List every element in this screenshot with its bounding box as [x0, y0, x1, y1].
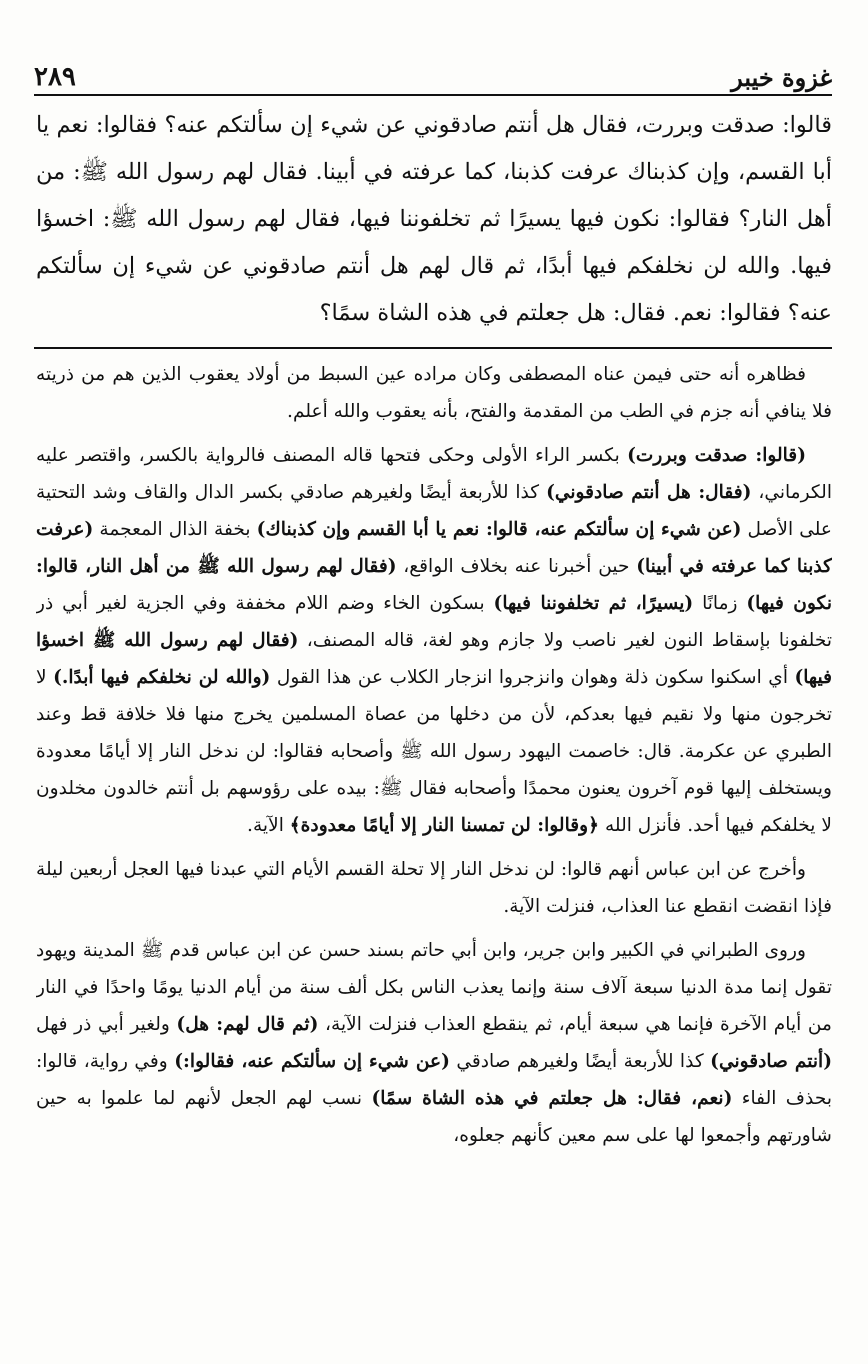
explanation-text: وفي رواية، قالوا: بحذف الفاء [36, 1051, 832, 1109]
quoted-text: (أنتم صادقوني) [710, 1051, 832, 1072]
commentary-paragraph-4 [36, 932, 832, 1154]
commentary [36, 356, 832, 1346]
quoted-text: (عن شيء إن سألتكم عنه، فقالوا:) [174, 1051, 450, 1072]
explanation-text: أي اسكنوا سكون ذلة وهوان وانزجروا انزجار الكلاب عن هذا القول [270, 667, 795, 688]
quoted-text: (عرفت كذبنا كما عرفته في أبينا) [36, 519, 832, 577]
explanation-text: لا تخرجون منها ولا نقيم فيها بعدكم، لأن من دخلها من عصاة المسلمين يخرج منها فلا خلافة قط وعند الطبري عن عكرمة. قال: خاصمت اليهود رسول الله ﷺ وأصحابه فقالوا: لن ندخل النار إلا أيامًا معدودة ويستخلف إليها قوم آخرون يعنون محمدًا وأصحابه فقال ﷺ: بيده على رؤوسهم بل أنتم خالدون مخلدون لا يخلفكم فيها أحد. فأنزل الله [36, 667, 832, 836]
header-rule [34, 94, 832, 96]
explanation-text: بكسر الراء الأولى وحكى فتحها قاله المصنف فالرواية بالكسر، واقتصر عليه الكرماني، [36, 445, 832, 503]
hadith-text [36, 102, 832, 340]
explanation-text: كذا للأربعة أيضًا ولغيرهم صادقي [449, 1051, 711, 1072]
commentary-paragraph-2 [36, 437, 832, 844]
quoted-text: (قالوا: صدقت وبررت) [627, 445, 806, 466]
quoted-text: (فقال لهم رسول الله ﷺ اخسؤا فيها) [36, 630, 832, 688]
commentary-paragraph-3: وأخرج عن ابن عباس أنهم قالوا: لن ندخل النار إلا تحلة القسم الأيام التي عبدنا فيها العجل أربعين ليلة فإذا انقضت انقطع عنا العذاب، فنزلت الآية. [36, 859, 832, 917]
quran-quote: ﴿وقالوا: لن تمسنا النار إلا أيامًا معدودة﴾ [289, 815, 600, 836]
quoted-text: (والله لن نخلفكم فيها أبدًا.) [53, 667, 271, 688]
running-header [34, 52, 832, 92]
explanation-text: بسكون الخاء وضم اللام مخففة وفي الجزية لغير أبي ذر تخلفونا بإسقاط النون لغير ناصب ولا جازم وهو لغة، قاله المصنف، [36, 593, 832, 651]
explanation-text: نسب لهم الجعل لأنهم لما علموا به حين شاورتهم وأجمعوا لها على سم معين كأنهم جعلوه، [36, 1088, 832, 1146]
explanation-text: بخفة الذال المعجمة [93, 519, 257, 540]
quoted-text: (فقال: هل أنتم صادقوني) [546, 482, 752, 503]
quoted-text: (ثم قال لهم: هل) [176, 1014, 319, 1035]
explanation-text: الآية. [247, 815, 290, 836]
hadith-paragraph: قالوا: صدقت وبررت، فقال هل أنتم صادقوني عن شيء إن سألتكم عنه؟ فقالوا: نعم يا أبا القسم، وإن كذبناك عرفت كذبنا، كما عرفته في أبينا. فقال لهم رسول الله ﷺ: من أهل النار؟ فقالوا: نكون فيها يسيرًا ثم تخلفوننا فيها، فقال لهم رسول الله ﷺ: اخسؤا فيها. والله لن نخلفكم فيها أبدًا، ثم قال لهم هل أنتم صادقوني عن شيء إن سألتكم عنه؟ فقالوا: نعم. فقال: هل جعلتم في هذه الشاة سمًا؟ [36, 112, 832, 326]
section-divider [34, 347, 832, 349]
explanation-text: وروى الطبراني في الكبير وابن جرير، وابن أبي حاتم بسند حسن عن ابن عباس قدم ﷺ المدينة ويهود تقول إنما مدة الدنيا سبعة آلاف سنة وإنما يعذب الناس بكل ألف سنة من أيام الدنيا يومًا واحدًا في النار من أيام الآخرة فإنما هي سبعة أيام، ثم ينقطع العذاب فنزلت الآية، [36, 940, 832, 1035]
chapter-title: غزوة خيبر [731, 63, 832, 92]
explanation-text: حين أخبرنا عنه بخلاف الواقع، [396, 556, 637, 577]
quoted-text: (فقال لهم رسول الله ﷺ من أهل النار، قالوا: نكون فيها) [36, 556, 832, 614]
commentary-paragraph-1: فظاهره أنه حتى فيمن عناه المصطفى وكان مراده عين السبط من أولاد يعقوب الذين هم من ذريته فلا ينافي أنه جزم في الطب من المقدمة والفتح، بأنه يعقوب والله أعلم. [36, 364, 832, 422]
explanation-text: زمانًا [693, 593, 747, 614]
page-number: ٢٨٩ [34, 62, 76, 92]
explanation-text: كذا للأربعة أيضًا ولغيرهم صادقي بكسر الدال والقاف وشد التحتية على الأصل [36, 482, 832, 540]
quoted-text: (نعم، فقال: هل جعلتم في هذه الشاة سمًا) [371, 1088, 733, 1109]
quoted-text: (يسيرًا، ثم تخلفوننا فيها) [493, 593, 694, 614]
quoted-text: (عن شيء إن سألتكم عنه، قالوا: نعم يا أبا القسم وإن كذبناك) [256, 519, 742, 540]
explanation-text: ولغير أبي ذر فهل [36, 1014, 177, 1035]
